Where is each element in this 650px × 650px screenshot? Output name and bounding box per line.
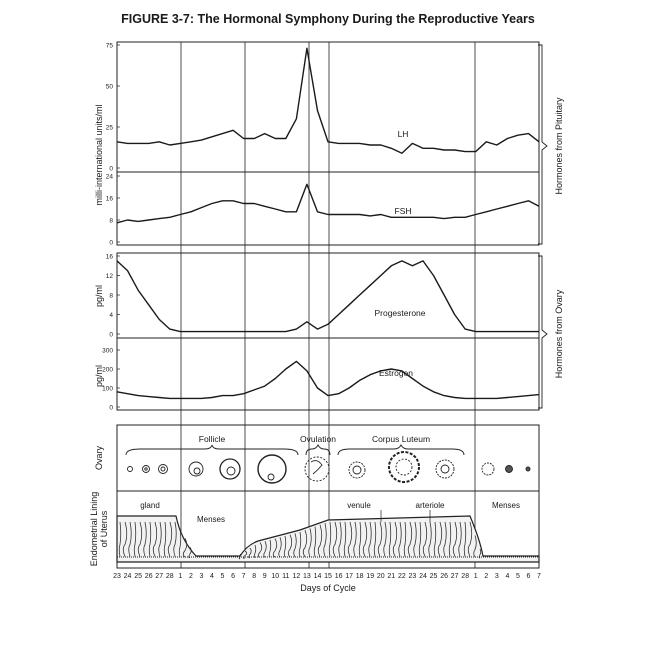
day-label-3: 26	[144, 573, 153, 580]
follicle-brace	[126, 445, 298, 455]
day-label-6: 1	[178, 573, 183, 580]
corpus-albicans-icon	[482, 463, 494, 475]
figure-title: FIGURE 3-7: The Hormonal Symphony During the Reproductive Years	[121, 12, 535, 26]
day-label-36: 3	[494, 573, 499, 580]
follicle-early-antral-oocyte-icon	[194, 468, 200, 474]
follicle-graafian-oocyte-icon	[268, 474, 274, 480]
estrogen-ytick-0: 0	[109, 404, 113, 412]
lh-panel-frame	[117, 42, 539, 172]
follicle-primary-icon	[143, 466, 150, 473]
fsh-ytick-16: 16	[105, 195, 113, 203]
day-label-37: 4	[505, 573, 510, 580]
day-label-2: 25	[134, 573, 142, 580]
day-label-8: 3	[199, 573, 204, 580]
day-label-22: 17	[345, 573, 353, 580]
day-label-38: 5	[515, 573, 520, 580]
corpus-luteum-early-icon	[349, 462, 365, 478]
follicle-antral-icon	[220, 459, 240, 479]
day-label-25: 20	[376, 573, 385, 580]
fsh-panel-frame	[117, 172, 539, 245]
estrogen-curve	[117, 361, 539, 398]
pituitary-group-label: Hormones from Pituitary	[554, 97, 564, 195]
day-label-15: 10	[271, 573, 280, 580]
corpus-albicans-remnant-icon	[526, 467, 530, 471]
day-label-24: 19	[366, 573, 375, 580]
lh-ytick-75: 75	[105, 42, 113, 50]
fsh-ytick-0: 0	[109, 239, 113, 247]
progesterone-ytick-0: 0	[109, 331, 113, 339]
day-label-5: 28	[165, 573, 174, 580]
follicle-antral-oocyte-icon	[227, 467, 235, 475]
lh-ytick-25: 25	[105, 124, 113, 132]
follicle-secondary-oocyte-icon	[161, 467, 165, 471]
fsh-ytick-24: 24	[105, 173, 113, 181]
corpus-luteum-mature-core-icon	[396, 459, 412, 475]
day-label-23: 18	[355, 573, 364, 580]
ovulation-brace	[306, 445, 330, 455]
day-label-33: 28	[461, 573, 470, 580]
day-label-20: 15	[324, 573, 332, 580]
corpus-luteum-mature-icon	[389, 452, 419, 482]
follicle-primary-oocyte-icon	[145, 468, 147, 470]
day-label-0: 23	[113, 573, 121, 580]
progesterone-ylabel: pg/ml	[94, 284, 104, 308]
day-label-40: 7	[537, 573, 541, 580]
estrogen-panel-frame	[117, 338, 539, 410]
day-label-31: 26	[440, 573, 448, 580]
estrogen-ylabel: pg/ml	[94, 364, 104, 388]
progesterone-ytick-16: 16	[105, 253, 113, 261]
day-label-32: 27	[450, 573, 459, 580]
day-label-4: 27	[155, 573, 164, 580]
day-label-11: 6	[231, 573, 236, 580]
estrogen-ytick-200: 200	[102, 366, 113, 374]
follicle-graafian-icon	[258, 455, 286, 483]
ovary-hormone-group-label: Hormones from Ovary	[554, 289, 564, 379]
day-label-12: 7	[241, 573, 246, 580]
lh-curve	[117, 48, 539, 153]
day-label-39: 6	[526, 573, 531, 580]
endometrium-illustration	[117, 510, 539, 562]
arteriole-label: arteriole	[415, 501, 445, 510]
corpus-luteum-early-core-icon	[353, 466, 361, 474]
progesterone-ytick-4: 4	[109, 311, 113, 319]
lh-ytick-50: 50	[105, 83, 113, 91]
menses-label-right: Menses	[491, 501, 521, 510]
day-label-35: 2	[484, 573, 489, 580]
venule-label: venule	[347, 501, 371, 510]
endometrium-ylabel-line1: Endometrial Lining	[89, 491, 99, 567]
ovulation-label: Ovulation	[300, 434, 336, 444]
ovulation-oocyte-release-icon	[311, 461, 322, 474]
progesterone-curve	[117, 261, 539, 332]
day-label-7: 2	[188, 573, 193, 580]
menses-label-left: Menses	[196, 515, 226, 524]
follicle-label: Follicle	[198, 434, 226, 444]
day-label-21: 16	[334, 573, 343, 580]
ovary-ylabel: Ovary	[94, 445, 104, 471]
gland-label: gland	[140, 501, 160, 510]
day-label-30: 25	[429, 573, 438, 580]
phase-divider-lines	[181, 42, 475, 568]
x-tick-labels	[113, 573, 541, 580]
day-label-13: 8	[252, 573, 257, 580]
day-label-1: 24	[123, 573, 132, 580]
progesterone-ytick-8: 8	[109, 292, 113, 300]
fsh-curve	[117, 184, 539, 223]
day-label-16: 11	[282, 573, 290, 580]
follicle-secondary-icon	[159, 465, 168, 474]
progesterone-ytick-12: 12	[105, 272, 113, 280]
estrogen-ytick-100: 100	[102, 385, 113, 393]
day-label-9: 4	[209, 573, 214, 580]
day-label-17: 12	[292, 573, 301, 580]
corpus-luteum-label: Corpus Luteum	[371, 434, 431, 444]
day-label-34: 1	[473, 573, 478, 580]
lh-label: LH	[397, 129, 409, 139]
day-label-28: 23	[408, 573, 417, 580]
corpus-luteum-regressing-icon	[436, 460, 454, 478]
day-label-27: 22	[398, 573, 406, 580]
day-label-18: 13	[303, 573, 311, 580]
estrogen-ytick-300: 300	[102, 347, 113, 355]
pituitary-ylabel: milli-international units/ml	[94, 104, 104, 206]
lh-ytick-0: 0	[109, 165, 113, 173]
estrogen-label: Estrogen	[378, 368, 414, 378]
day-label-10: 5	[220, 573, 225, 580]
corpus-luteum-regressing-core-icon	[441, 465, 449, 473]
hormone-curves	[117, 48, 539, 398]
corpus-albicans-small-icon	[506, 466, 513, 473]
day-label-29: 24	[419, 573, 427, 580]
day-label-26: 21	[387, 573, 396, 580]
progesterone-label: Progesterone	[374, 308, 426, 318]
progesterone-panel-frame	[117, 253, 539, 338]
day-label-14: 9	[262, 573, 267, 580]
day-label-19: 14	[313, 573, 322, 580]
fsh-label: FSH	[394, 206, 412, 216]
endometrium-ylabel-line2: of Uterus	[99, 510, 109, 548]
follicle-primordial-icon	[128, 467, 133, 472]
fsh-ytick-8: 8	[109, 217, 113, 225]
corpus-luteum-brace	[338, 445, 464, 455]
x-axis-title: Days of Cycle	[300, 583, 356, 593]
